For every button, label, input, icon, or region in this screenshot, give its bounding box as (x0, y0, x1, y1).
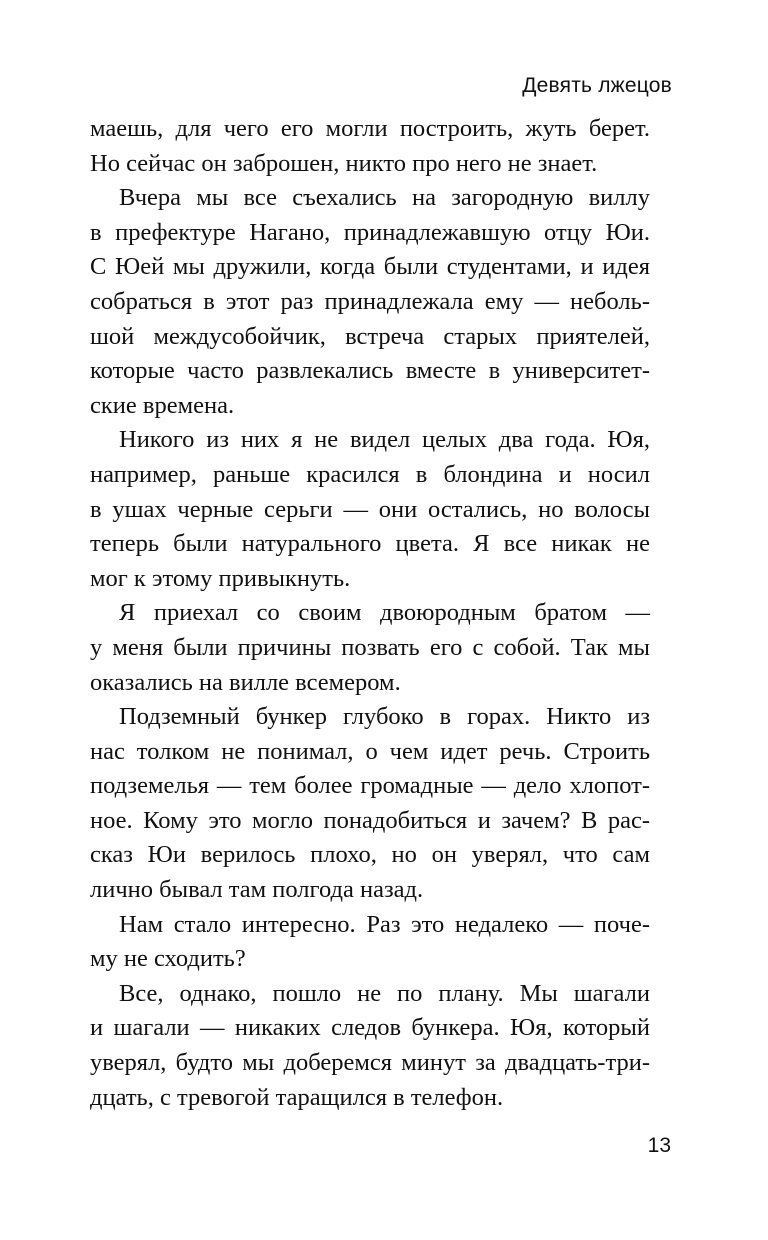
text-line: Подземный бункер глубоко в горах. Никто из (119, 703, 650, 731)
text-line: оказались на вилле всемером. (90, 668, 401, 696)
text-line: собраться в этот раз принадлежала ему — неболь- (90, 287, 650, 315)
body-text (90, 112, 650, 1115)
paragraph (90, 700, 650, 908)
text-line: ное. Кому это могло понадобиться и зачем? В рас- (90, 806, 650, 834)
text-line: мог к этому привыкнуть. (90, 564, 351, 592)
text-line: например, раньше красился в блондина и носил (90, 460, 650, 488)
text-line: шой междусобойчик, встреча старых приятелей, (90, 322, 650, 350)
text-line: подземелья — тем более громадные — дело хлопот- (90, 772, 650, 800)
text-line: Никого из них я не видел целых два года. Юя, (119, 426, 650, 454)
paragraph (90, 112, 650, 181)
text-line: в ушах черные серьги — они остались, но волосы (90, 495, 650, 523)
paragraph (90, 908, 650, 977)
text-line: лично бывал там полгода назад. (90, 876, 424, 904)
text-line: нас толком не понимал, о чем идет речь. Строить (90, 737, 650, 765)
running-head-title: Девять лжецов (522, 74, 672, 97)
text-line: Все, однако, пошло не по плану. Мы шагали (119, 979, 650, 1007)
text-line: му не сходить? (90, 945, 246, 973)
text-line: уверял, будто мы доберемся минут за двадцать-три- (90, 1049, 650, 1077)
text-line: Но сейчас он заброшен, никто про него не знает. (90, 149, 598, 177)
paragraph (90, 977, 650, 1115)
text-line: и шагали — никаких следов бункера. Юя, который (90, 1014, 650, 1042)
text-line: дцать, с тревогой таращился в телефон. (90, 1083, 504, 1111)
text-line: Вчера мы все съехались на загородную виллу (119, 184, 650, 212)
page-number: 13 (647, 1134, 671, 1157)
text-line: маешь, для чего его могли построить, жуть берет. (90, 115, 650, 142)
text-line: теперь были натурального цвета. Я все никак не (90, 530, 650, 558)
paragraph (90, 596, 650, 700)
paragraph (90, 423, 650, 596)
text-line: которые часто развлекались вместе в университет- (90, 357, 650, 385)
text-line: сказ Юи верилось плохо, но он уверял, что сам (90, 841, 650, 869)
text-line: у меня были причины позвать его с собой. Так мы (90, 633, 650, 661)
text-line: С Юей мы дружили, когда были студентами, и идея (90, 253, 650, 281)
text-line: Нам стало интересно. Раз это недалеко — поче- (119, 910, 650, 938)
text-line: Я приехал со своим двоюродным братом — (119, 599, 650, 627)
paragraph (90, 181, 650, 423)
text-line: ские времена. (90, 391, 235, 419)
text-line: в префектуре Нагано, принадлежавшую отцу Юи. (90, 218, 650, 246)
